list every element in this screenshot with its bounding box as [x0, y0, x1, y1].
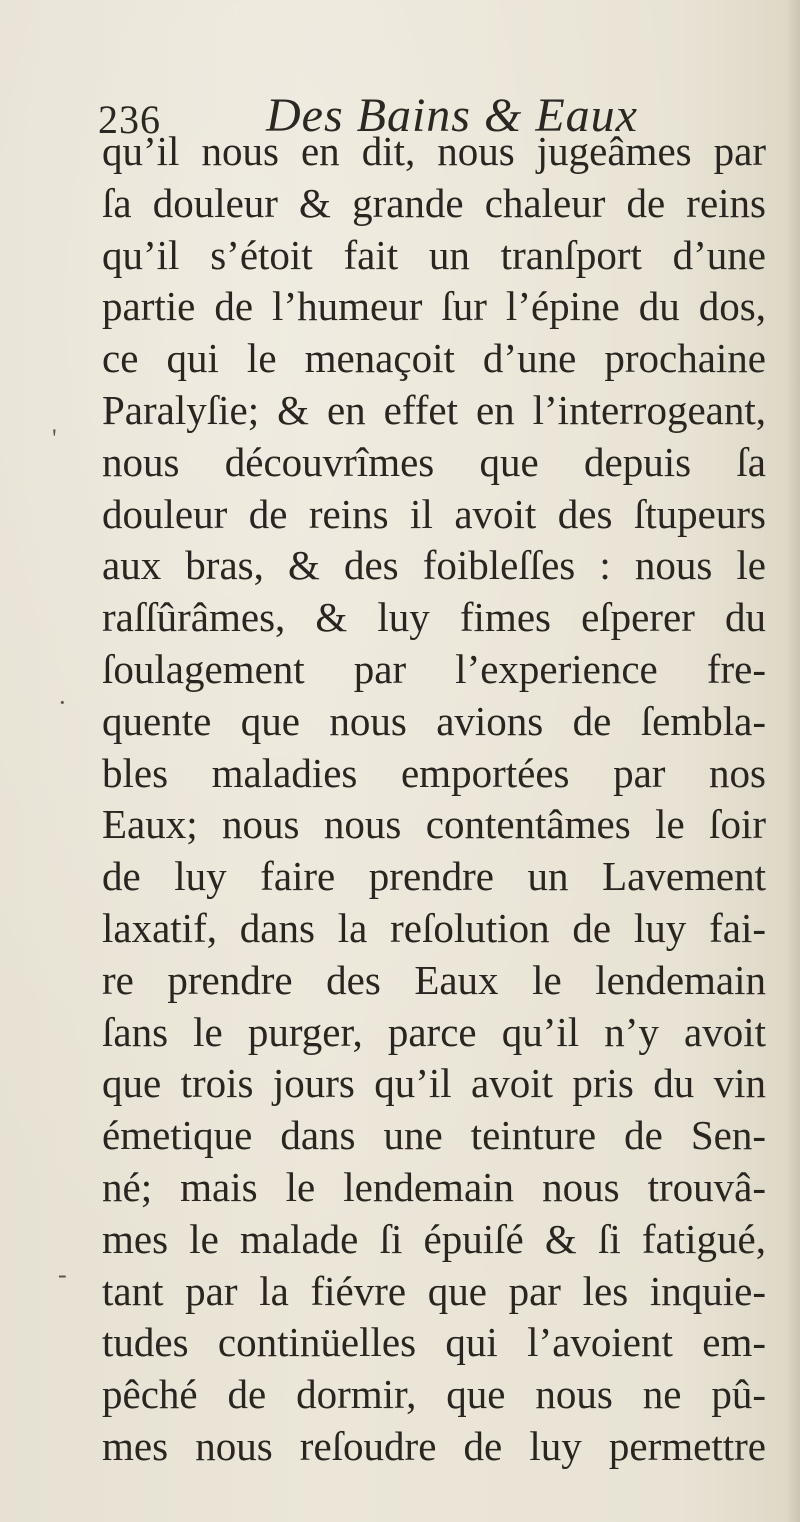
- text-line: aux bras, & des foibleſſes : nous le: [102, 542, 766, 589]
- text-line: tudes continüelles qui l’avoient em-: [102, 1319, 766, 1366]
- text-line: qu’il nous en dit, nous jugeâmes par: [102, 128, 766, 174]
- text-line: qu’il s’étoit fait un tranſport d’une: [102, 231, 766, 278]
- text-line: re prendre des Eaux le lendemain: [102, 956, 766, 1003]
- margin-speck: ': [52, 424, 57, 453]
- text-line: ſoulagement par l’experience fre-: [102, 645, 766, 692]
- text-line: ſa douleur & grande chaleur de reins: [102, 179, 766, 226]
- page-number: 236: [98, 97, 161, 142]
- text-line: ſans le purger, parce qu’il n’y avoit: [102, 1008, 766, 1055]
- text-line: né; mais le lendemain nous trouvâ-: [102, 1163, 766, 1210]
- text-line: de luy faire prendre un Lavement: [102, 853, 766, 900]
- text-line: douleur de reins il avoit des ſtupeurs: [102, 490, 766, 537]
- text-line: raſſûrâmes, & luy fimes eſperer du: [102, 594, 766, 641]
- text-line: bles maladies emportées par nos: [102, 749, 766, 796]
- text-line: tant par la fiévre que par les inquie-: [102, 1267, 766, 1314]
- margin-speck: -: [58, 1260, 67, 1289]
- text-line: émetique dans une teinture de Sen-: [102, 1112, 766, 1159]
- text-line: pêché de dormir, que nous ne pû-: [102, 1371, 766, 1418]
- text-line: mes le malade ſi épuiſé & ſi fatigué,: [102, 1215, 766, 1262]
- running-title: Des Bains & Eaux: [266, 89, 638, 142]
- text-line: nous découvrîmes que depuis ſa: [102, 438, 766, 485]
- page-edge-shadow: [786, 0, 800, 1522]
- margin-speck: ·: [58, 688, 67, 717]
- text-line: partie de l’humeur ſur l’épine du dos,: [102, 283, 766, 330]
- body-text: [102, 126, 766, 1473]
- text-line: quente que nous avions de ſembla-: [102, 697, 766, 744]
- text-line: mes nous reſoudre de luy permettre: [102, 1422, 766, 1469]
- text-line: laxatif, dans la reſolution de luy fai-: [102, 904, 766, 951]
- text-line: ce qui le menaçoit d’une prochaine: [102, 335, 766, 382]
- text-line: que trois jours qu’il avoit pris du vin: [102, 1060, 766, 1107]
- text-line: Paralyſie; & en effet en l’interrogeant,: [102, 386, 766, 433]
- text-line: Eaux; nous nous contentâmes le ſoir: [102, 801, 766, 848]
